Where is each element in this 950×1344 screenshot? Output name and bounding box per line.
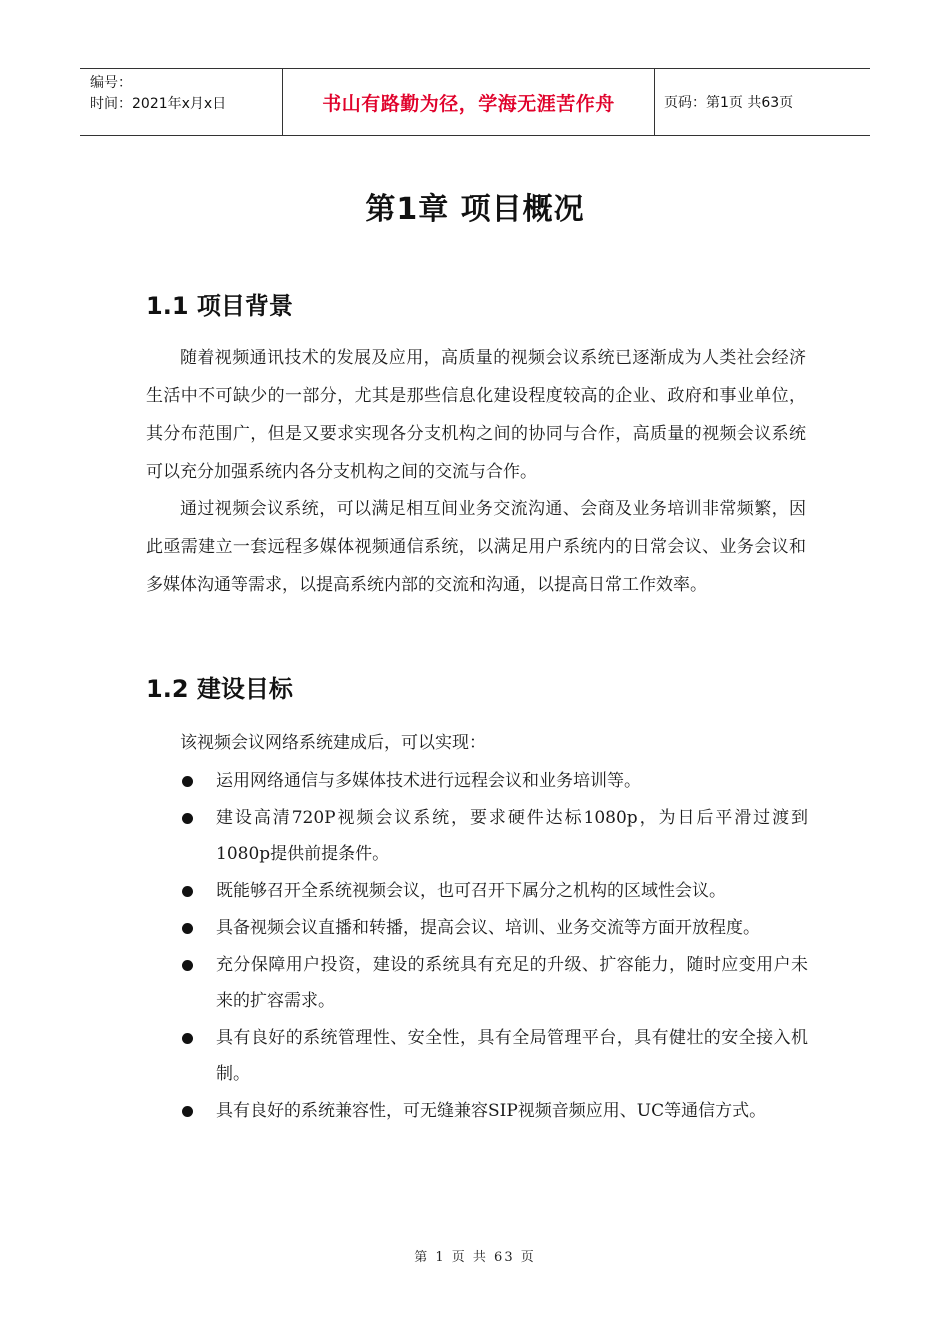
chapter-title: 第1章 项目概况 [365,192,585,227]
bullet-icon [182,813,193,824]
header-number: 编号： [90,75,132,91]
paragraph: 随着视频通讯技术的发展及应用，高质量的视频会议系统已逐渐成为人类社会经济生活中不可缺少的一部分，尤其是那些信息化建设程度较高的企业、政府和事业单位，其分布范围广，但是又要求实现各分支机构之间的协同与合作，高质量的视频会议系统可以充分加强系统内各分支机构之间的交流与合作。 [146,348,806,482]
header-time: 时间：2021年x月x日 [90,96,227,112]
list-item-text: 具备视频会议直播和转播，提高会议、培训、业务交流等方面开放程度。 [216,918,760,938]
list-item-text: 既能够召开全系统视频会议，也可召开下属分之机构的区域性会议。 [216,881,726,901]
page-header [80,68,870,136]
list-item-text: 充分保障用户投资，建设的系统具有充足的升级、扩容能力，随时应变用户未来的扩容需求。 [216,955,808,1011]
bullet-icon [182,776,193,787]
list-item [180,1020,808,1092]
list-item [180,873,808,909]
list-item [180,947,808,1019]
header-page-info: 页码：第1页 共63页 [664,95,794,111]
list-item-text: 运用网络通信与多媒体技术进行远程会议和业务培训等。 [216,771,641,791]
bullet-icon [182,886,193,897]
paragraph: 通过视频会议系统，可以满足相互间业务交流沟通、会商及业务培训非常频繁，因此亟需建立一套远程多媒体视频通信系统，以满足用户系统内的日常会议、业务会议和多媒体沟通等需求，以提高系统内部的交流和沟通，以提高日常工作效率。 [146,499,806,595]
bullet-icon [182,1106,193,1117]
list-item [180,800,808,872]
list-item [180,763,808,799]
goals-intro: 该视频会议网络系统建成后，可以实现： [180,733,486,753]
list-item [180,1093,808,1129]
header-motto: 书山有路勤为径，学海无涯苦作舟 [282,69,655,135]
section-title-background: 1.1 项目背景 [146,292,293,320]
list-item-text: 具有良好的系统管理性、安全性，具有全局管理平台，具有健壮的安全接入机制。 [216,1028,808,1084]
header-meta [80,69,282,135]
goals-list [180,763,808,1130]
page-footer: 第 1 页 共 63 页 [414,1250,536,1265]
bullet-icon [182,923,193,934]
bullet-icon [182,1033,193,1044]
list-item-text: 具有良好的系统兼容性，可无缝兼容SIP视频音频应用、UC等通信方式。 [216,1101,767,1121]
list-item-text: 建设高清720P视频会议系统，要求硬件达标1080p，为日后平滑过渡到1080p提供前提条件。 [216,808,808,864]
list-item [180,910,808,946]
bullet-icon [182,960,193,971]
section-title-goals: 1.2 建设目标 [146,675,293,703]
